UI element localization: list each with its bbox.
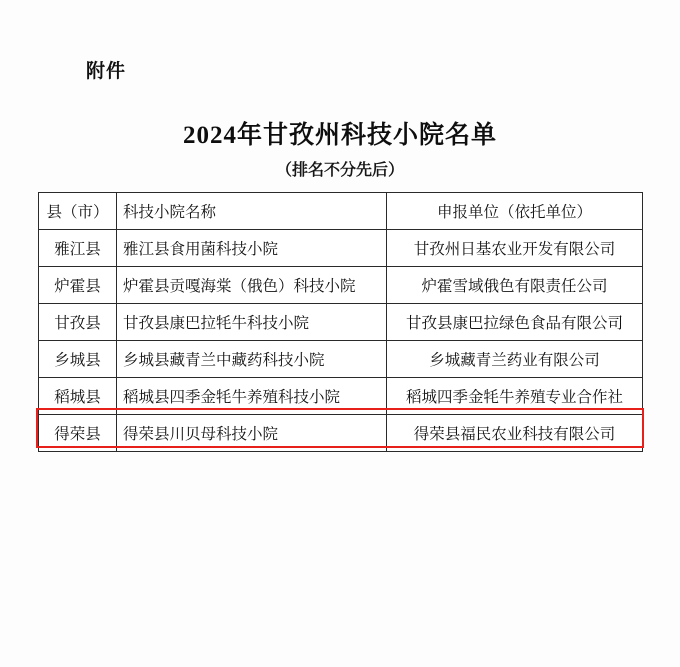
table-row xyxy=(39,341,643,378)
cell-county: 得荣县 xyxy=(39,415,117,452)
science-institute-table xyxy=(38,192,643,452)
cell-county: 甘孜县 xyxy=(39,304,117,341)
table-header-row xyxy=(39,193,643,230)
cell-institute: 甘孜县康巴拉牦牛科技小院 xyxy=(117,304,387,341)
column-header-county: 县（市） xyxy=(39,193,117,230)
cell-institute: 乡城县藏青兰中藏药科技小院 xyxy=(117,341,387,378)
cell-applicant: 炉霍雪域俄色有限责任公司 xyxy=(387,267,643,304)
column-header-institute: 科技小院名称 xyxy=(117,193,387,230)
cell-county: 稻城县 xyxy=(39,378,117,415)
table-row xyxy=(39,304,643,341)
page-subtitle: （排名不分先后） xyxy=(275,162,404,179)
cell-applicant: 甘孜州日基农业开发有限公司 xyxy=(387,230,643,267)
page-title: 2024年甘孜州科技小院名单 xyxy=(182,122,497,149)
cell-institute: 雅江县食用菌科技小院 xyxy=(117,230,387,267)
cell-applicant: 得荣县福民农业科技有限公司 xyxy=(387,415,643,452)
table-row xyxy=(39,230,643,267)
cell-county: 雅江县 xyxy=(39,230,117,267)
table-row-highlighted xyxy=(39,415,643,452)
cell-applicant: 甘孜县康巴拉绿色食品有限公司 xyxy=(387,304,643,341)
cell-county: 炉霍县 xyxy=(39,267,117,304)
table-row xyxy=(39,378,643,415)
table-row xyxy=(39,267,643,304)
table-body xyxy=(39,230,643,452)
cell-institute: 稻城县四季金牦牛养殖科技小院 xyxy=(117,378,387,415)
column-header-applicant: 申报单位（依托单位） xyxy=(387,193,643,230)
cell-institute: 炉霍县贡嘎海棠（俄色）科技小院 xyxy=(117,267,387,304)
list-table-container xyxy=(38,192,642,452)
cell-county: 乡城县 xyxy=(39,341,117,378)
attachment-label: 附件 xyxy=(86,61,127,82)
cell-applicant: 稻城四季金牦牛养殖专业合作社 xyxy=(387,378,643,415)
cell-applicant: 乡城藏青兰药业有限公司 xyxy=(387,341,643,378)
cell-institute: 得荣县川贝母科技小院 xyxy=(117,415,387,452)
